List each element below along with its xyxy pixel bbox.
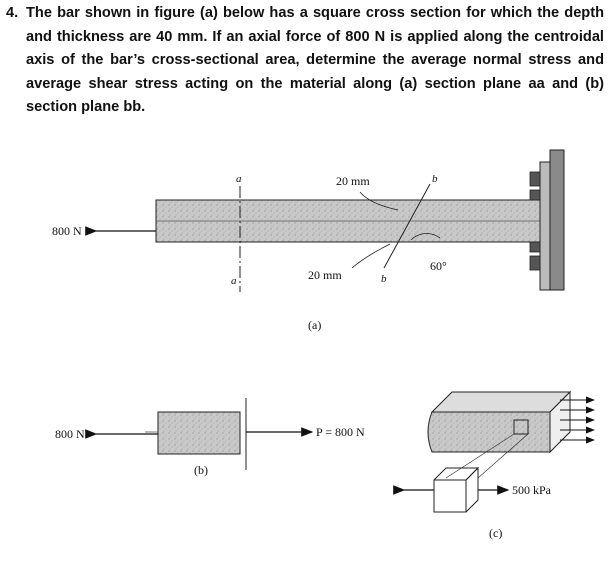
dim-bottom-leader (352, 244, 390, 268)
caption-b: (b) (194, 463, 208, 477)
dim-bottom-label: 20 mm (308, 268, 342, 282)
force-label-b: 800 N (55, 427, 85, 441)
force-label-a: 800 N (52, 224, 82, 238)
p-label: P = 800 N (316, 425, 365, 439)
section-a-top-label: a (236, 173, 242, 185)
section-b-top-label: b (432, 173, 438, 185)
stress-label: 500 kPa (512, 483, 551, 497)
stress-element-cube (434, 468, 478, 512)
bar-segment (158, 412, 240, 454)
problem-number: 4. (6, 5, 19, 21)
dim-top-label: 20 mm (336, 174, 370, 188)
problem-text: The bar shown in figure (a) below has a square cross section for which the depth and thickness are 40 mm. If an axial force of 800 N is applied along the centroidal axis of the bar’s cross-sectional area, determine the average normal stress and average shear stress acting on the material along (a) section plane aa and (b) section plane bb. (26, 5, 604, 115)
section-a-bottom-label: a (231, 275, 237, 287)
wall (550, 150, 564, 290)
figure-c (404, 392, 594, 540)
wall-plate (540, 162, 550, 290)
caption-c: (c) (489, 526, 503, 540)
bar-3d-body (428, 412, 550, 452)
angle-label: 60° (430, 259, 447, 273)
bar-3d-top (432, 392, 570, 412)
figure-a (52, 150, 564, 332)
figure-b (55, 398, 365, 477)
caption-a: (a) (308, 318, 322, 332)
section-b-bottom-label: b (381, 273, 387, 285)
